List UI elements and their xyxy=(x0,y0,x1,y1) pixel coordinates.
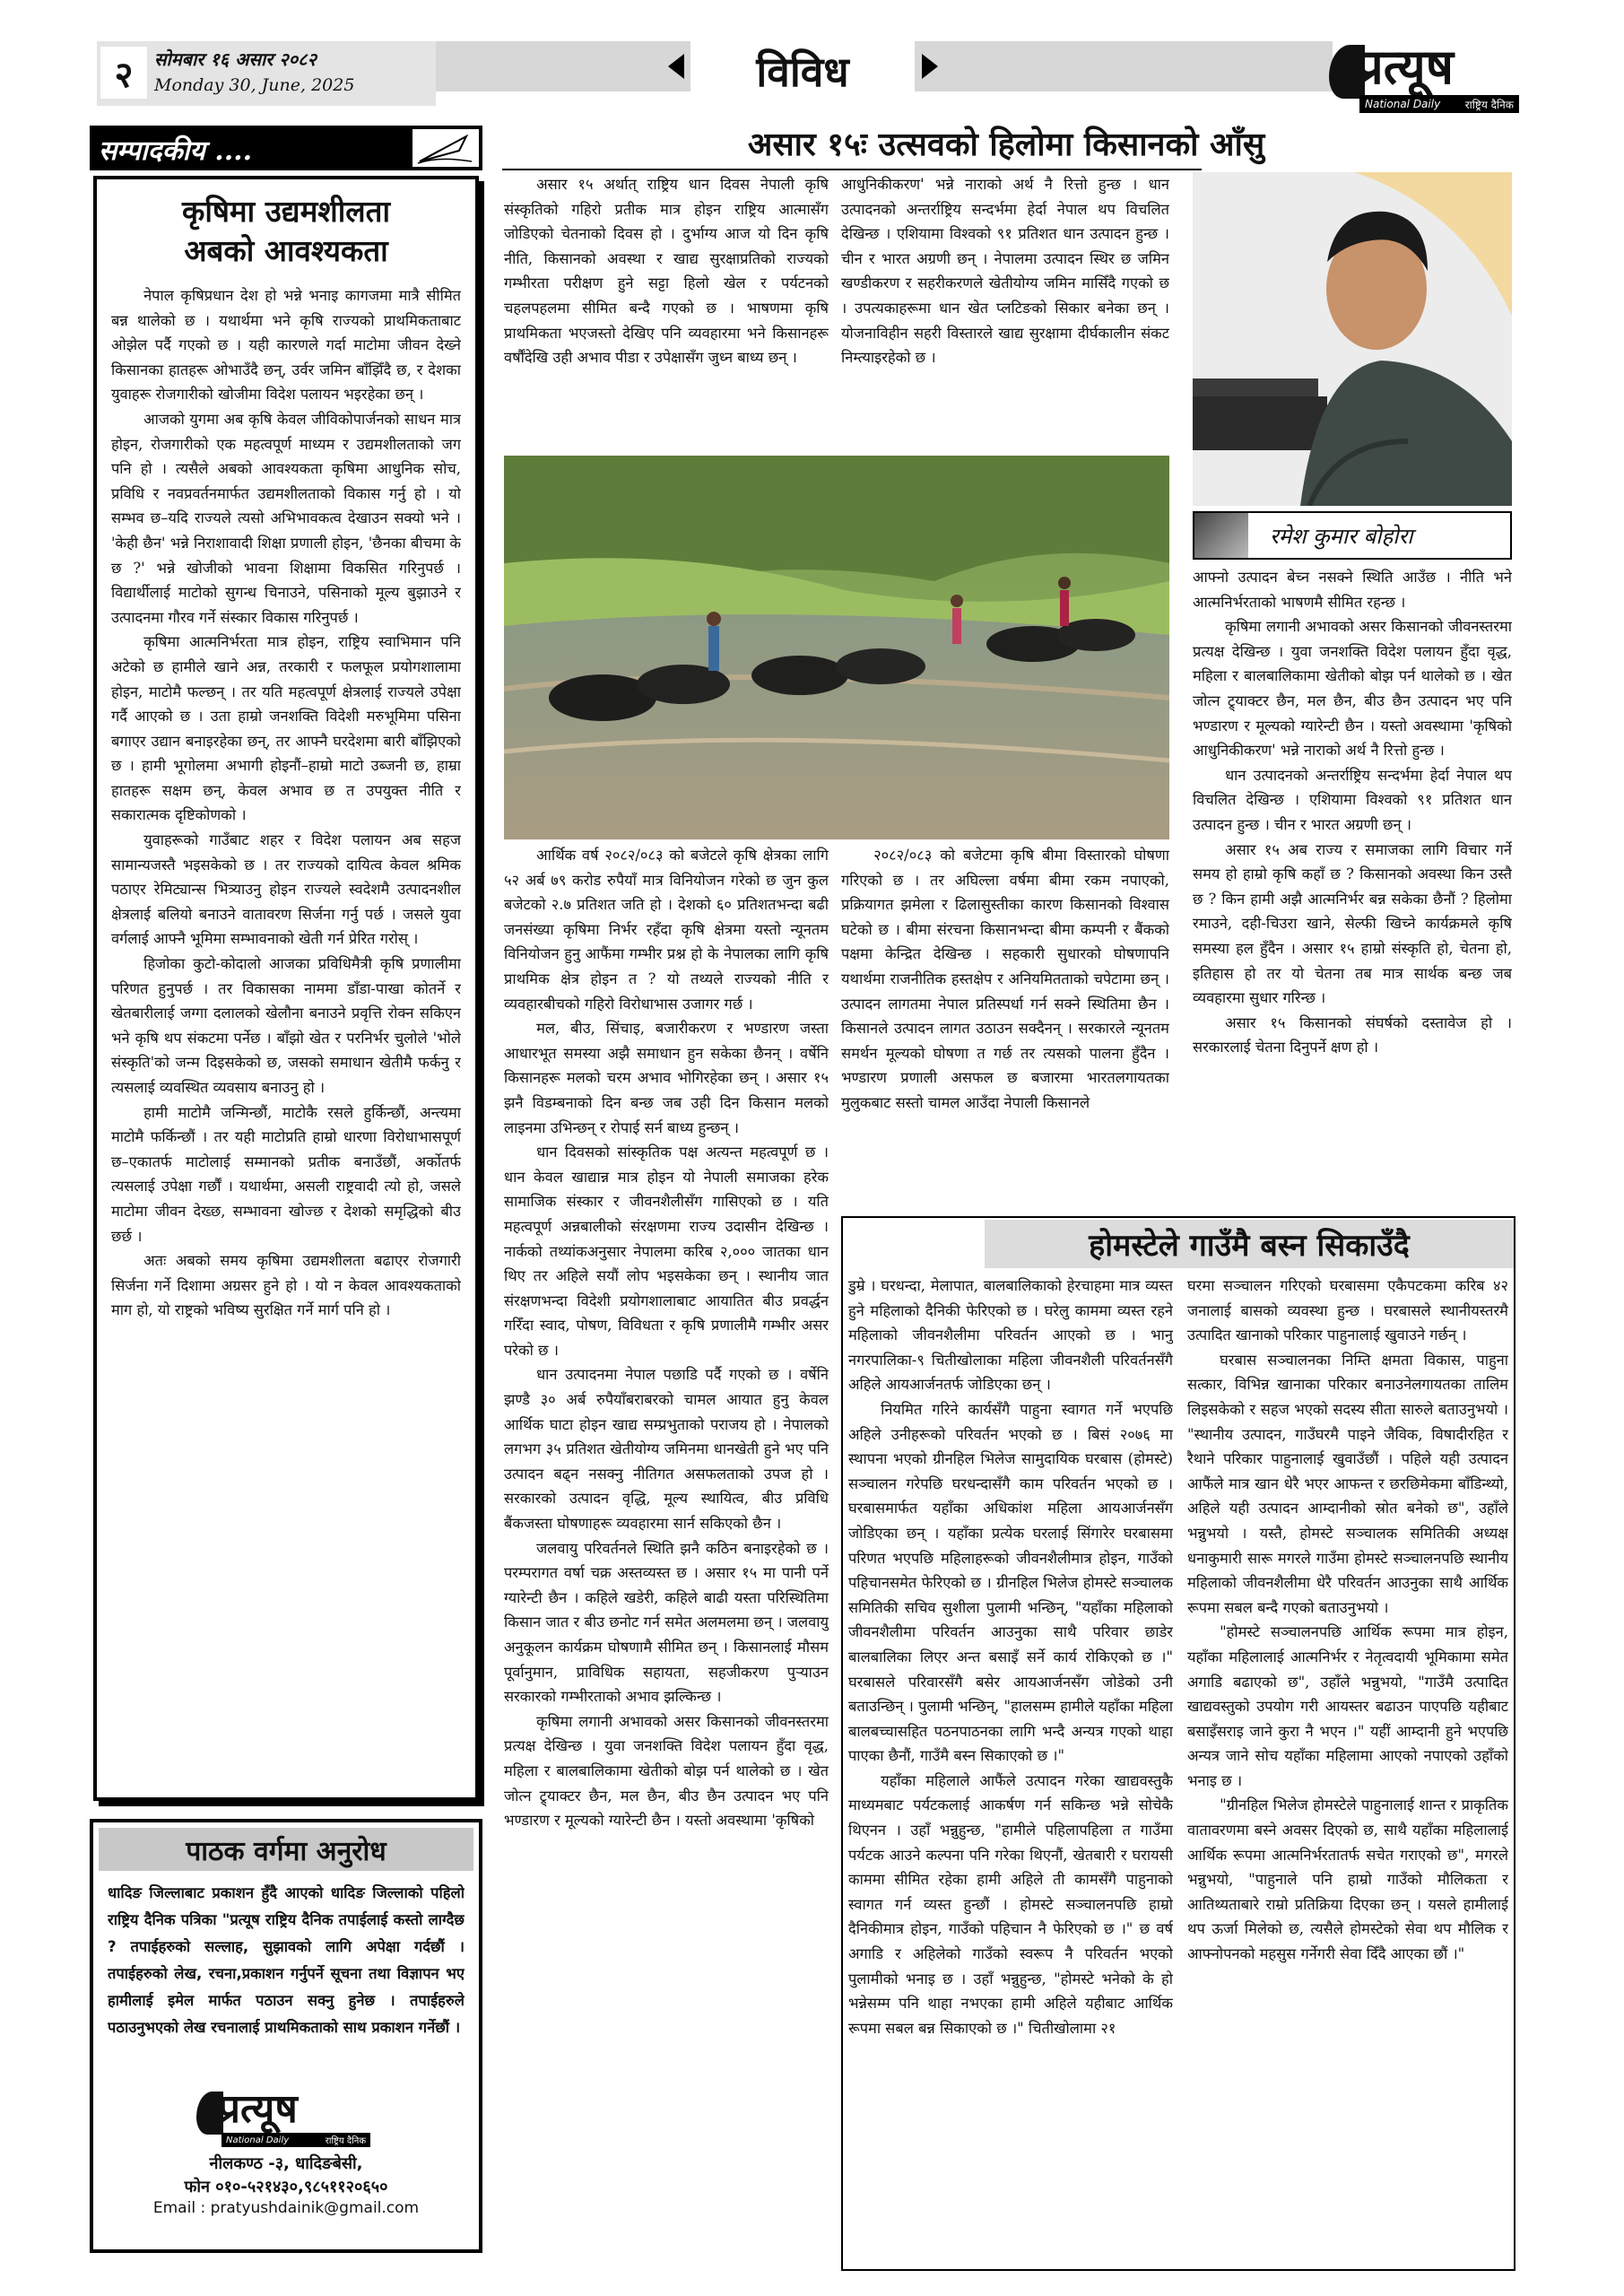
section-title: विविध xyxy=(756,48,849,96)
article2-paragraph: "होमस्टे सञ्चालनपछि आर्थिक रूपमा मात्र होइन, यहाँका महिलालाई आत्मनिर्भर र नेतृत्वदायी भूमिकामा समेत अगाडि बढाएको छ", उहाँले भन्नुभयो, "गाउँमै उत्पादित खाद्यवस्तुको उपयोग गरी आयस्तर बढाउन पाएपछि यहीबाट बसाइँसराइ जाने कुरा नै भएन ।" यहीं आम्दानी हुने भएपछि अन्यत्र जाने सोच यहाँका महिलामा आएको नपाएको उहाँको भनाइ छ । xyxy=(1187,1623,1508,1789)
page-number-box xyxy=(100,47,147,99)
editorial-paragraph: आजको युगमा अब कृषि केवल जीविकोपार्जनको साधन मात्र होइन, रोजगारीको एक महत्वपूर्ण माध्यम र उद्यमशीलताको जग पनि हो । त्यसैले अबको आवश्यकता कृषिमा आधुनिक सोच, प्रविधि र नवप्रवर्तनमार्फत उद्यमशीलताको विकास गर्नु हो । यो सम्भव छ–यदि राज्यले त्यसो अभिभावकत्व देखाउन सक्यो भने । 'केही छैन' भन्ने निराशावादी शिक्षा प्रणाली होइन, 'छैनका बीचमा के छ ?' भन्ने खोजीको भावना शिक्षामा विकसित गरिनुपर्छ । विद्यार्थीलाई माटोको सुगन्ध चिनाउने, पसिनाको मूल्य बुझाउने र उत्पादनमा गौरव गर्ने संस्कार विकास गरिनुपर्छ । xyxy=(111,410,461,626)
article1-col2-bottom xyxy=(841,843,1169,1177)
editorial-label-bar xyxy=(90,126,482,170)
masthead-logo xyxy=(1329,38,1521,113)
notice-logo-sub-bar xyxy=(221,2133,370,2147)
article1-paragraph: धान उत्पादनमा नेपाल पछाडि पर्दै गएको छ । वर्षेनि झण्डै ३० अर्ब रुपैयाँबराबरको चामल आयात हुनु केवल आर्थिक घाटा होइन खाद्य सम्प्रभुताको पराजय हो । नेपालको लगभग ३५ प्रतिशत खेतीयोग्य जमिनमा धानखेती हुने भए पनि उत्पादन बढ्न नसक्नु नीतिगत असफलताको उपज हो । सरकारको उत्पादन वृद्धि, मूल्य स्थायित्व, बीउ प्रविधि बैंकजस्ता घोषणाहरू व्यवहारमा सार्न सकिएको छैन । xyxy=(504,1366,829,1533)
author-thumb xyxy=(1194,513,1248,558)
article2-paragraph: घरबास सञ्चालनका निम्ति क्षमता विकास, पाहुना सत्कार, विभिन्न खानाका परिकार बनाउनेलगायतका तालिम लिइसकेको र सहज भएको सदस्य सीता सारुले बताउनुभयो । "स्थानीय उत्पादन, गाउँघरमै पाइने जैविक, विषादीरहित र रैथाने परिकार पाहुनालाई खुवाउँछौं । पहिले यही उत्पादन आफैंले मात्र खान धेरै भएर आफन्त र छरछिमेकमा बाँडिन्थ्यो, अहिले यही उत्पादन आम्दानीको स्रोत बनेको छ", उहाँले भन्नुभयो । यस्तै, होमस्टे सञ्चालक समितिकी अध्यक्ष धनाकुमारी सारू मगरले गाउँमा होमस्टे सञ्चालनपछि स्थानीय महिलाको जीवनशैलीमा धेरै परिवर्तन आउनुका साथै आर्थिक रूपमा सबल बन्दै गएको बताउनुभयो । xyxy=(1187,1351,1508,1616)
article1-paragraph: कृषिमा लगानी अभावको असर किसानको जीवनस्तरमा प्रत्यक्ष देखिन्छ । युवा जनशक्ति विदेश पलायन हुँदा वृद्ध, महिला र बालबालिकामा खेतीको बोझ पर्न थालेको छ । खेत जोत्न ट्र्याक्टर छैन, मल छैन, बीउ छैन उत्पादन भए पनि भण्डारण र मूल्यको ग्यारेन्टी छैन । यस्तो अवस्थामा 'कृषिको xyxy=(504,1712,829,1830)
editorial-title-line1: कृषिमा उद्यमशीलता xyxy=(181,194,391,229)
article1-paragraph: आर्थिक वर्ष २०८२/०८३ को बजेटले कृषि क्षेत्रका लागि ५२ अर्ब ७९ करोड रुपैयाँ मात्र विनियोजन गरेको छ जुन कुल बजेटको २.७ प्रतिशत जति हो । देशको ६० प्रतिशतभन्दा बढी जनसंख्या कृषिमा निर्भर रहँदा कृषि क्षेत्रमा यस्तो न्यूनतम विनियोजन हुनु आफैंमा गम्भीर प्रश्न हो के नेपालका लागि कृषि प्राथमिक क्षेत्र होइन त ? यो तथ्यले राज्यको नीति र व्यवहारबीचको गहिरो विरोधाभास उजागर गर्छ । xyxy=(504,847,829,1013)
editorial-title xyxy=(97,192,475,271)
article2-paragraph: यहाँका महिलाले आफैंले उत्पादन गरेका खाद्यवस्तुकै माध्यमबाट पर्यटकलाई आकर्षण गर्न सकिन्छ भन्ने सोचेकै थिएनन । उहाँ भन्नुहुन्छ, "हामीले पहिलापहिला त गाउँमा पर्यटक आउने कल्पना पनि गरेका थिएनौं, खेतबारी र घरायसी काममा सीमित रहेका हामी अहिले ती कामसँगै पाहुनाको स्वागत गर्न व्यस्त हुन्छौं । होमस्टे सञ्चालनपछि हाम्रो दैनिकीमात्र होइन, गाउँको पहिचान नै फेरिएको छ ।" छ वर्ष अगाडि र अहिलेको गाउँको स्वरूप नै परिवर्तन भएको पुलामीको भनाइ छ । उहाँ भन्नुहुन्छ, "होमस्टे भनेको के हो भन्नेसम्म पनि थाहा नभएका हामी अहिले यहीबाट आर्थिक रूपमा सबल बन्न सिकाएको छ ।" चितीखोलामा २१ xyxy=(848,1771,1173,2037)
article1-col2-top xyxy=(841,172,1169,452)
arrow-right-icon xyxy=(922,54,938,79)
notice-logo-sub-left: National Daily xyxy=(226,2135,290,2145)
editorial-paragraph: कृषिमा आत्मनिर्भरता मात्र होइन, राष्ट्रिय स्वाभिमान पनि अटेको छ हामीले खाने अन्न, तरकारी र फलफूल प्रयोगशालामा होइन, माटोमै फल्छन् । तर यति महत्वपूर्ण क्षेत्रलाई राज्यले उपेक्षा गर्दै आएको छ । उता हाम्रो जनशक्ति विदेशी मरुभूमिमा पसिना बगाएर उद्यान बनाइरहेका छन्, तर आफ्नै घरदेशमा बारी बाँझिएको छ । हामी भूगोलमा अभागी होइनौं–हाम्रो माटो उब्जनी छ, हाम्रा हातहरू सक्षम छन्, केवल अभाव छ त उपयुक्त नीति र सकारात्मक दृष्टिकोणको । xyxy=(111,633,461,824)
article1-paragraph: जलवायु परिवर्तनले स्थिति झनै कठिन बनाइरहेको छ । परम्परागत वर्षा चक्र अस्तव्यस्त छ । असार १५ मा पानी पर्ने ग्यारेन्टी छैन । कहिले खडेरी, कहिले बाढी यस्ता परिस्थितिमा किसान जात र बीउ छनोट गर्न समेत अलमलमा छन् । जलवायु अनुकूलन कार्यक्रम घोषणामै सीमित छन् । किसानलाई मौसम पूर्वानुमान, प्राविधिक सहायता, सहजीकरण पुर्‍याउन सरकारको गम्भीरताको अभाव झल्किन्छ । xyxy=(504,1539,829,1706)
notice-logo-sub-right: राष्ट्रिय दैनिक xyxy=(325,2136,366,2146)
notice-text: धादिङ जिल्लाबाट प्रकाशन हुँदै आएको धादिङ जिल्लाको पहिलो राष्ट्रिय दैनिक पत्रिका "प्रत्यूष राष्ट्रिय दैनिक तपाईलाई कस्तो लाग्दैछ ? तपाईहरुको सल्लाह, सुझावको लागि अपेक्षा गर्दछौं । तपाईहरुको लेख, रचना,प्रकाशन गर्नुपर्ने सूचना तथा विज्ञापन भए हामीलाई इमेल मार्फत पठाउन सक्नु हुनेछ । तपाईहरुले पठाउनुभएको लेख रचनालाई प्राथमिकताको साथ प्रकाशन गर्नेछौं । xyxy=(108,1884,465,2036)
article2-headline-bar xyxy=(985,1220,1514,1268)
article2-paragraph: डुम्रे । घरधन्दा, मेलापात, बालबालिकाको हेरचाहमा मात्र व्यस्त हुने महिलाको दैनिकी फेरिएको छ । घरेलु काममा व्यस्त रहने महिलाको जीवनशैलीमा परिवर्तन आएको छ । भानु नगरपालिका-९ चितीखोलाका महिला जीवनशैली परिवर्तनसँगै अहिले आयआर्जनतर्फ जोडिएका छन् । xyxy=(848,1277,1173,1394)
notice-logo-text: प्रत्यूष xyxy=(218,2086,298,2132)
article1-col1-bottom xyxy=(504,843,829,2271)
notice-logo xyxy=(196,2086,376,2147)
article1-paragraph: आफ्नो उत्पादन बेच्न नसक्ने स्थिति आउँछ । नीति भने आत्मनिर्भरताको भाषणमै सीमित रहन्छ । xyxy=(1193,569,1512,611)
article1-paragraph: असार १५ अर्थात् राष्ट्रिय धान दिवस नेपाली कृषि संस्कृतिको गहिरो प्रतीक मात्र होइन राष्ट्रिय आत्मासँग जोडिएको चेतनाको दिवस हो । दुर्भाग्य आज यो दिन कृषि नीति, किसानको अवस्था र खाद्य सुरक्षाप्रतिको राज्यको गम्भीरता परीक्षण हुने सट्टा हिलो खेल र पर्यटनको चहलपहलमा सीमित बन्दै गएको छ । भाषणमा कृषि प्राथमिकता भएजस्तो देखिए पनि व्यवहारमा भने किसानहरू वर्षौंदेखि उही अभाव पीडा र उपेक्षासँग जुध्न बाध्य छन् । xyxy=(504,176,829,367)
article1-paragraph: कृषिमा लगानी अभावको असर किसानको जीवनस्तरमा प्रत्यक्ष देखिन्छ । युवा जनशक्ति विदेश पलायन हुँदा वृद्ध, महिला र बालबालिकामा खेतीको बोझ पर्न थालेको छ । खेत जोत्न ट्र्याक्टर छैन, मल छैन, बीउ छैन उत्पादन भए पनि भण्डारण र मूल्यको ग्यारेन्टी छैन । यस्तो अवस्थामा 'कृषिको आधुनिकीकरण' भन्ने नाराको अर्थ नै रित्तो हुन्छ । xyxy=(1193,618,1512,760)
author-photo xyxy=(1193,172,1512,506)
article1-col3 xyxy=(1193,565,1512,1209)
editorial-box xyxy=(93,176,479,1801)
editorial-paragraph: युवाहरूको गाउँबाट शहर र विदेश पलायन अब सहज सामान्यजस्तै भइसकेको छ । तर राज्यको दायित्व केवल श्रमिक पठाएर रेमिट्यान्स भित्र्याउनु होइन राज्यले स्वदेशमै उत्पादनशील क्षेत्रलाई बलियो बनाउने वातावरण सिर्जना गर्नु पर्छ । जसले युवा वर्गलाई आफ्नै भूमिमा सम्भावनाको खेती गर्न प्रेरित गरोस् । xyxy=(111,831,461,948)
article1-headline-rule xyxy=(502,169,1202,170)
article1-paragraph: धान दिवसको सांस्कृतिक पक्ष अत्यन्त महत्वपूर्ण छ । धान केवल खाद्यान्न मात्र होइन यो नेपाली समाजका हरेक सामाजिक संस्कार र जीवनशैलीसँग गासिएको छ । यति महत्वपूर्ण अन्नबालीको संरक्षणमा राज्य उदासीन देखिन्छ । नार्कको तथ्यांकअनुसार नेपालमा करिब २,००० जातका धान थिए तर अहिले सयौं लोप भइसकेका छन् । स्थानीय जात संरक्षणभन्दा विदेशी प्रयोगशालाबाट आयातित बीउ प्रवर्द्धन गरिँदा स्वाद, पोषण, विविधता र कृषि प्रणालीमै गम्भीर असर परेको छ । xyxy=(504,1144,829,1359)
editorial-paragraph: नेपाल कृषिप्रधान देश हो भन्ने भनाइ कागजमा मात्रै सीमित बन्न थालेको छ । यथार्थमा भने कृषि राज्यको प्राथमिकताबाट ओझेल पर्दै गएको छ । यही कारणले गर्दा माटोमा जीवन देख्ने किसानका हातहरू ओभाउँदै छन्, उर्वर जमिन बाँझिँदै छ, र देशका युवाहरू रोजगारीको खोजीमा विदेश पलायन भइरहेका छन् । xyxy=(111,287,461,404)
article2-headline: होमस्टेले गाउँमै बस्न सिकाउँदै xyxy=(1089,1228,1410,1264)
logo-text: प्रत्यूष xyxy=(1356,38,1454,95)
logo-sub-right: राष्ट्रिय दैनिक xyxy=(1464,98,1514,111)
editorial-paragraph: हामी माटोमै जन्मिन्छौं, माटोकै रसले हुर्किन्छौं, अन्त्यमा माटोमै फर्किन्छौं । तर यही माटोप्रति हाम्रो धारणा विरोधाभासपूर्ण छ–एकातर्फ माटोलाई सम्मानको प्रतीक बनाउँछौं, अर्कोतर्फ त्यसलाई उपेक्षा गर्छौं । यथार्थमा, असली राष्ट्रवादी त्यो हो, जसले माटोमा जीवन देख्छ, सम्भावना खोज्छ र देशको समृद्धिको बीउ छर्छ । xyxy=(111,1103,461,1245)
editorial-paragraph: अतः अबको समय कृषिमा उद्यमशीलता बढाएर रोजगारी सिर्जना गर्ने दिशामा अग्रसर हुने हो । यो न केवल आवश्यकताको माग हो, यो राष्ट्रको भविष्य सुरक्षित गर्ने मार्ग पनि हो । xyxy=(111,1252,461,1319)
article1-paragraph: आधुनिकीकरण' भन्ने नाराको अर्थ नै रित्तो हुन्छ । धान उत्पादनको अन्तर्राष्ट्रिय सन्दर्भमा हेर्दा नेपाल थप विचलित देखिन्छ । एशियामा विश्वको ९१ प्रतिशत धान उत्पादन हुन्छ । चीन र भारत अग्रणी छन् । नेपालमा उत्पादन स्थिर छ जमिन खण्डीकरण र सहरीकरणले खेतीयोग्य जमिन मासिँदै गएको छ । उपत्यकाहरूमा धान खेत प्लटिङको सिकार बनेका छन् । योजनाविहीन सहरी विस्तारले खाद्य सुरक्षामा दीर्घकालीन संकट निम्त्याइरहेको छ । xyxy=(841,176,1169,367)
date-english: Monday 30, June, 2025 xyxy=(154,75,355,95)
article1-paragraph: असार १५ किसानको संघर्षको दस्तावेज हो । सरकारलाई चेतना दिनुपर्ने क्षण हो । xyxy=(1193,1013,1512,1057)
quill-icon-box xyxy=(413,129,479,167)
arrow-left-icon xyxy=(668,54,684,79)
notice-address: नीलकण्ठ -३, धादिङबेसी, xyxy=(209,2154,363,2173)
logo-sub-left: National Daily xyxy=(1365,98,1441,110)
author-photo-illustration xyxy=(1193,172,1512,506)
farming-photo-illustration xyxy=(504,456,1169,839)
article2-paragraph: "ग्रीनहिल भिलेज होमस्टेले पाहुनालाई शान्त र प्राकृतिक वातावरणमा बस्ने अवसर दिएको छ, साथै यहाँका महिलालाई आर्थिक रूपमा आत्मनिर्भरतातर्फ सचेत गराएको छ", मगरले भन्नुभयो, "पाहुनाले पनि हाम्रो गाउँको मौलिकता र आतिथ्यताबारे राम्रो प्रतिक्रिया दिएका छन् । यसले हामीलाई थप ऊर्जा मिलेको छ, त्यसैले होमस्टेको सेवा थप मौलिक र आफ्नोपनको महसुस गर्नेगरी सेवा दिँदै आएका छौं ।" xyxy=(1187,1796,1508,1963)
notice-title-bar xyxy=(99,1828,473,1871)
editorial-label: सम्पादकीय .... xyxy=(99,135,253,167)
article2-paragraph: घरमा सञ्चालन गरिएको घरबासमा एकैपटकमा करिब ४२ जनालाई बासको व्यवस्था हुन्छ । घरबासले स्थानीयस्तरमै उत्पादित खानाको परिकार पाहुनालाई खुवाउने गर्छन् । xyxy=(1187,1277,1508,1344)
article1-col1-top xyxy=(504,172,829,452)
quill-icon xyxy=(413,129,479,167)
article1-paragraph: असार १५ अब राज्य र समाजका लागि विचार गर्ने समय हो हाम्रो कृषि कहाँ छ ? किसानको अवस्था किन उस्तै छ ? किन हामी अझै आत्मनिर्भर बन्न सकेका छैनौं ? हिलोमा रमाउने, दही-चिउरा खाने, सेल्फी खिच्ने कार्यक्रमले कृषि समस्या हल हुँदैन । असार १५ हाम्रो संस्कृति हो, चेतना हो, इतिहास हो तर यो चेतना तब मात्र सार्थक बन्छ जब व्यवहारमा सुधार गरिन्छ । xyxy=(1193,840,1512,1007)
page-number: २ xyxy=(114,53,134,96)
notice-email: Email : pratyushdainik@gmail.com xyxy=(152,2199,420,2217)
notice-box xyxy=(90,1819,482,2253)
section-title-box xyxy=(690,41,915,100)
article2-paragraph: नियमित गरिने कार्यसँगै पाहुना स्वागत गर्ने भएपछि अहिले उनीहरूको परिवर्तन भएको छ । बिसं २०७६ मा स्थापना भएको ग्रीनहिल भिलेज सामुदायिक घरबास (होमस्टे) सञ्चालन गरेपछि घरधन्दासँगै काम परिवर्तन भएको छ । घरबासमार्फत यहाँका अधिकांश महिला आयआर्जनसँग जोडिएका छन् । यहाँका प्रत्येक घरलाई सिंगारेर घरबासमा परिणत भएपछि महिलाहरूको जीवनशैलीमात्र होइन, गाउँको पहिचानसमेत फेरिएको छ । ग्रीनहिल भिलेज होमस्टे सञ्चालक समितिकी सचिव सुशीला पुलामी भन्छिन्, "यहाँका महिलाको जीवनशैलीमा परिवर्तन आउनुका साथै परिवार छाडेर बालबालिका लिएर अन्त बसाइँ सर्ने कार्य रोकिएको छ ।" घरबासले परिवारसँगै बसेर आयआर्जनसँग जोडेको उनी बताउन्छिन् । पुलामी भन्छिन्, "हालसम्म हामीले यहाँका महिला बालबच्चासहित पठनपाठनका लागि भन्दै अन्यत्र गएको थाहा पाएका छैनौं, गाउँमै बस्न सिकाएको छ ।" xyxy=(848,1400,1173,1765)
author-byline-box xyxy=(1193,511,1512,560)
date-nepali: सोमबार १६ असार २०८२ xyxy=(154,48,317,70)
article1-paragraph: २०८२/०८३ को बजेटमा कृषि बीमा विस्तारको घोषणा गरिएको छ । तर अघिल्ला वर्षमा बीमा रकम नपाएको, प्रक्रियागत झमेला र ढिलासुस्तीका कारण किसानको विश्वास घटेको छ । बीमा संरचना किसानभन्दा बीमा कम्पनी र बैंकको पक्षमा केन्द्रित देखिन्छ । सहकारी सुधारको घोषणापनि यथार्थमा राजनीतिक हस्तक्षेप र अनियमितताको चपेटामा छन् । उत्पादन लागतमा नेपाल प्रतिस्पर्धा गर्न सक्ने स्थितिमा छैन । किसानले उत्पादन लागत उठाउन सक्दैनन् । सरकारले न्यूनतम समर्थन मूल्यको घोषणा त गर्छ तर त्यसको पालना हुँदैन । भण्डारण प्रणाली असफल छ बजारमा भारतलगायतका मुलुकबाट सस्तो चामल आउँदा नेपाली किसानले xyxy=(841,847,1169,1111)
notice-phone: फोन ०१०-५२१४३०,९८५११२०६५० xyxy=(184,2178,388,2196)
article2-col2 xyxy=(1187,1274,1508,2266)
editorial-title-line2: अबको आवश्यकता xyxy=(184,233,388,268)
editorial-paragraph: हिजोका कुटो-कोदालो आजका प्रविधिमैत्री कृषि प्रणालीमा परिणत हुनुपर्छ । तर विकासका नाममा डाँडा-पाखा कोतर्ने र खेतबारीलाई जग्गा दलालको खेलौना बनाउने प्रवृत्ति रोक्न सकिएन भने कृषि थप संकटमा पर्नेछ । बाँझो खेत र परनिर्भर चुलोले 'भोले संस्कृति'को जन्म दिइसकेको छ, जसको समाधान खेतीमै फर्कनु र त्यसलाई व्यवस्थित व्यवसाय बनाउनु हो । xyxy=(111,955,461,1096)
farming-photo xyxy=(504,456,1169,839)
editorial-body xyxy=(111,283,461,1790)
notice-title: पाठक वर्गमा अनुरोध xyxy=(186,1835,386,1867)
article1-paragraph: मल, बीउ, सिंचाइ, बजारीकरण र भण्डारण जस्ता आधारभूत समस्या अझै समाधान हुन सकेका छैनन् । वर्षेनि किसानहरू मलको चरम अभाव भोगिरहेका छन् । असार १५ झनै विडम्बनाको दिन बन्छ जब उही दिन किसान मलको लाइनमा उभिन्छन् र रोपाई सर्न बाध्य हुन्छन् । xyxy=(504,1020,829,1136)
logo-sub-bar xyxy=(1359,95,1519,113)
article1-headline: असार १५ः उत्सवको हिलोमा किसानको आँसु xyxy=(747,126,1265,163)
author-name: रमेश कुमार बोहोरा xyxy=(1270,523,1413,549)
article2-col1 xyxy=(848,1274,1173,2266)
article1-paragraph: धान उत्पादनको अन्तर्राष्ट्रिय सन्दर्भमा हेर्दा नेपाल थप विचलित देखिन्छ । एशियामा विश्वको ९१ प्रतिशत धान उत्पादन हुन्छ । चीन र भारत अग्रणी छन् । xyxy=(1193,766,1512,833)
